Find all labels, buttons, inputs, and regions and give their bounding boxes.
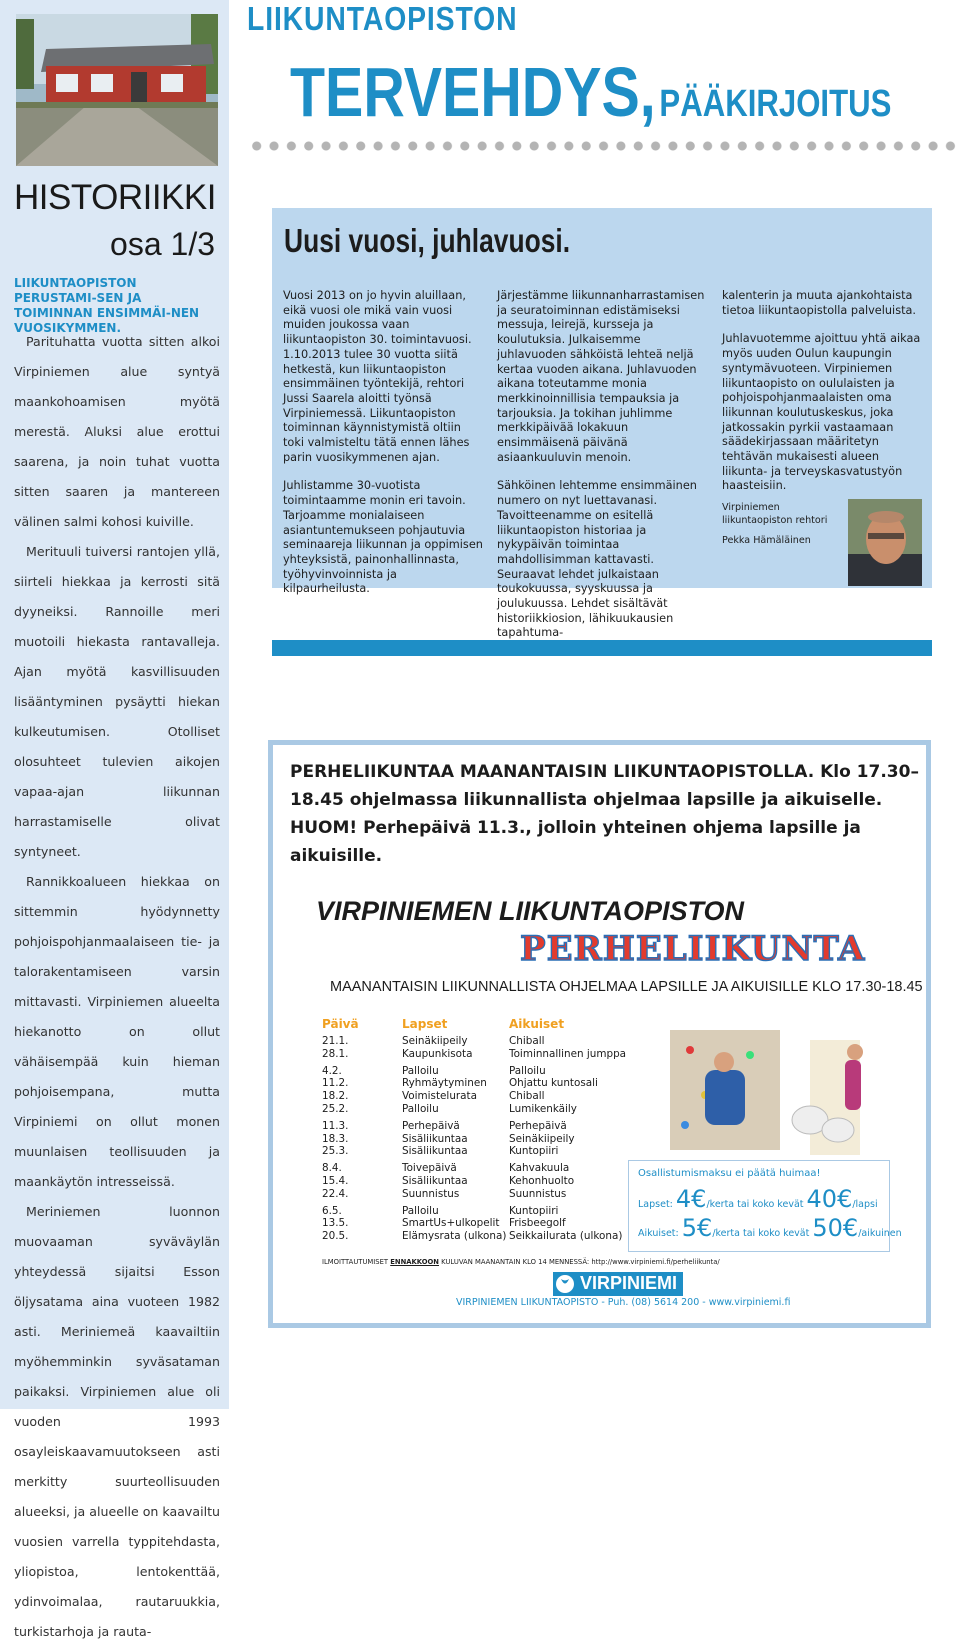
history-subtitle: osa 1/3 (110, 226, 215, 262)
schedule-kids-activity: Toivepäivä (402, 1162, 457, 1175)
svg-text:PERHELIIKUNTA: PERHELIIKUNTA (520, 930, 866, 966)
schedule-kids-activity: Perhepäivä (402, 1119, 460, 1132)
schedule-date: 11.3. (322, 1119, 349, 1132)
signup-emphasis: ENNAKKOON (390, 1258, 439, 1266)
fee-kids-text: /kerta tai koko kevät (706, 1199, 804, 1210)
schedule-kids-activity: Palloilu (402, 1102, 439, 1115)
schedule-adults-activity: Chiball (509, 1035, 545, 1047)
schedule-date: 25.3. (322, 1145, 349, 1158)
editorial-paragraph: Juhlavuotemme ajoittuu yhtä aikaa myös uuden Oulun kaupungin syntymävuoteen. Virpiniemen liikuntaopisto on oululaisten ja pohjoispohjanmaalaisten oma liikunnan koulutuskeskus, joka jatkossakin pyrkii vastaamaan säädekirjassaan määritetyn tehtävän mukaisesti alueen liikunta- ja terveyskasvatustyön haasteisiin. (722, 332, 921, 493)
history-lead: LIIKUNTAOPISTON PERUSTAMI-SEN JA TOIMINNAN ENSIMMÄI-NEN VUOSIKYMMEN. (14, 276, 200, 335)
fee-kids-season: 40€ (806, 1185, 853, 1213)
schedule-adults-activity: Palloilu (509, 1064, 546, 1077)
perheliikunta-logo (520, 930, 886, 970)
history-body (14, 327, 220, 1647)
signup-post[interactable]: KULUVAN MAANANTAIN KLO 14 MENNESSÄ: http://www.virpiniemi.fi/perheliikunta/ (441, 1258, 720, 1266)
schedule-kids-column (402, 1035, 506, 1243)
editorial-paragraph: kalenterin ja muuta ajankohtaista tietoa liikuntaopistolla palveluista. (722, 289, 917, 317)
editorial-paragraph: Sähköinen lehtemme ensimmäinen numero on nyt luettavanasi. Tavoitteenamme on esitellä liikuntaopiston historiaa ja nykypäivän toimintaa mahdollisimman kattavasti. Seuraavat lehdet julkaistaan toukokuussa, syyskuussa ja joulukuussa. Lehdet sisältävät historiikkiosion, lähikuukausien tapahtuma- (497, 479, 697, 640)
signature-name: Pekka Hämäläinen (722, 535, 811, 546)
fee-adults-label: Aikuiset: (638, 1228, 679, 1239)
schedule-kids-activity: Seinäkiipeily (402, 1035, 468, 1047)
schedule-date: 13.5. (322, 1217, 349, 1230)
schedule-adults-activity: Chiball (509, 1090, 545, 1103)
fee-adults-text: /kerta tai koko kevät (712, 1228, 810, 1239)
schedule-kids-activity: Sisäliikuntaa (402, 1174, 468, 1187)
schedule-adults-column (509, 1035, 626, 1243)
schedule-kids-activity: Suunnistus (402, 1187, 460, 1200)
blue-divider-bar (272, 640, 932, 656)
fee-kids-label: Lapset: (638, 1199, 673, 1210)
history-paragraph: Meriniemen luonnon muovaaman syväväylän yhteydessä sijaitsi Esson öljysatama aina vuoteen 1982 asti. Meriniemeä kaavailtiin myöhemminkin syväsataman paikaksi. Virpiniemen alue oli vuoden 1993 osayleiskaavamuutokseen asti merkitty suurteollisuuden alueeksi, ja alueelle on kaavailtu vuosien varrella typpitehdasta, yliopistoa, lentokenttää, ydinvoimalaa, rautaruukkia, turkistarhoja ja rauta- (14, 1204, 221, 1639)
leaf-icon (553, 1272, 577, 1296)
schedule-header-adults: Aikuiset (509, 1017, 565, 1031)
ad-footer-contact[interactable]: VIRPINIEMEN LIIKUNTAOPISTO - Puh. (08) 5614 200 - www.virpiniemi.fi (456, 1297, 791, 1308)
building-photo (16, 14, 218, 166)
dotted-divider (248, 140, 960, 152)
schedule-kids-activity: Sisäliikuntaa (402, 1132, 468, 1145)
schedule-kids-activity: SmartUs+ulkopelit (402, 1217, 500, 1230)
schedule-date: 8.4. (322, 1162, 342, 1175)
schedule-adults-activity: Toiminnallinen jumppa (509, 1047, 627, 1060)
masthead-small: PÄÄKIRJOITUS (659, 83, 892, 125)
fee-adults-season: 50€ (812, 1214, 859, 1242)
schedule-day-column (322, 1035, 348, 1243)
schedule-date: 4.2. (322, 1064, 342, 1077)
schedule-date: 25.2. (322, 1102, 349, 1115)
fee-row-adults (638, 1214, 902, 1242)
schedule-adults-activity: Seinäkiipeily (509, 1132, 575, 1145)
schedule-date: 6.5. (322, 1204, 342, 1217)
editorial-paragraph: Järjestämme liikunnanharrastamisen ja seuratoiminnan edistämiseksi messuja, leirejä, kursseja ja koulutuksia. Julkaisemme juhlavuoden sähköistä lehteä neljä kertaa vuoden aikana. Juhlavuoden aikana toteutamme monia merkkinoinnillisia tempauksia ja tarjouksia. Ja tokihan juhlimme merkkipäivää lokakuun ensimmäisenä päivänä asiaankuuluvin menoin. (497, 289, 705, 464)
schedule-header-day: Päivä (322, 1017, 359, 1031)
schedule-kids-activity: Palloilu (402, 1064, 439, 1077)
schedule-date: 18.3. (322, 1132, 349, 1145)
schedule-date: 11.2. (322, 1077, 349, 1090)
schedule-adults-activity: Frisbeegolf (509, 1217, 566, 1230)
editorial-column-1 (283, 289, 483, 611)
fee-adults-unit: /aikuinen (858, 1228, 902, 1239)
editorial-column-2 (497, 289, 709, 655)
schedule-adults-activity: Kuntopiiri (509, 1204, 559, 1217)
history-paragraph: Parituhatta vuotta sitten alkoi Virpiniemen alue syntyä maankohoamisen myötä merestä. Aluksi alue erottui saarena, ja noin tuhat vuotta sitten saaren ja mantereen välinen salmi kohosi kuiville. (14, 334, 220, 529)
editorial-paragraph: Juhlistamme 30-vuotista toimintaamme monin eri tavoin. Tarjoamme monialaiseen asiantuntemukseen pohjautuvia seminaareja liikunnan ja oppimisen yhteyksistä, painonhallinnasta, työhyvinvoinnista ja kilpaurheilusta. (283, 479, 483, 596)
schedule-adults-activity: Perhepäivä (509, 1119, 567, 1132)
editorial-paragraph: Vuosi 2013 on jo hyvin aluillaan, eikä vuosi ole mikä vain vuosi muiden joukossa vaan liikuntaopiston 30. toimintavuosi. 1.10.2013 tulee 30 vuotta siitä hetkestä, kun liikuntaopiston ensimmäinen työntekijä, rehtori Jussi Saarela aloitti työnsä Virpiniemessä. Liikuntaopiston toiminnan käynnistymistä oltiin toki valmisteltu tätä ennen lähes parin vuosikymmenen ajan. (283, 289, 472, 464)
schedule-kids-activity: Elämysrata (ulkona) (402, 1230, 507, 1243)
schedule-adults-activity: Seikkailurata (ulkona) (509, 1230, 623, 1243)
signup-pre: ILMOITTAUTUMISET (322, 1258, 389, 1266)
fee-adults-price: 5€ (681, 1214, 713, 1242)
fee-kids-price: 4€ (675, 1185, 707, 1213)
schedule-kids-activity: Kaupunkisota (402, 1047, 473, 1060)
schedule-date: 20.5. (322, 1230, 349, 1243)
schedule-kids-activity: Voimistelurata (402, 1090, 477, 1103)
fee-kids-unit: /lapsi (852, 1199, 878, 1210)
history-title: HISTORIIKKI (14, 178, 216, 217)
schedule-date: 21.1. (322, 1035, 349, 1047)
history-paragraph: Merituuli tuiversi rantojen yllä, siirteli hiekkaa ja kerrosti sitä dyyneiksi. Rannoille meri muotoili hiekasta rantavalleja. Ajan myötä kasvillisuuden lisääntyminen pysäytti hiekan kulkeutumisen. Otolliset olosuhteet tulevien aikojen vapaa-ajan liikunnan harrastamiselle olivat syntyneet. (14, 544, 220, 859)
schedule-date: 15.4. (322, 1174, 349, 1187)
schedule-adults-activity: Kahvakuula (509, 1162, 570, 1175)
schedule-header-kids: Lapset (402, 1017, 448, 1031)
schedule-kids-activity: Palloilu (402, 1204, 439, 1217)
schedule-adults-activity: Ohjattu kuntosali (509, 1077, 598, 1090)
fee-title: Osallistumismaksu ei päätä huimaa! (638, 1168, 821, 1179)
signature-caption: Virpiniemen liikuntaopiston rehtori (722, 502, 828, 526)
masthead-line2 (290, 52, 891, 132)
schedule-date: 18.2. (322, 1090, 349, 1103)
schedule-adults-activity: Kuntopiiri (509, 1145, 559, 1158)
climbing-photo (660, 1030, 890, 1160)
virpiniemi-brand: VIRPINIEMI (580, 1273, 678, 1293)
schedule-date: 22.4. (322, 1187, 349, 1200)
fee-row-kids (638, 1185, 878, 1213)
ad-headline: PERHELIIKUNTAA MAANANTAISIN LIIKUNTAOPISTOLLA. Klo 17.30–18.45 ohjelmassa liikunnallista ohjelmaa lapsille ja aikuiselle. HUOM! Perhepäivä 11.3., jolloin yhteinen ohjema lapsille ja aikuisille. (290, 762, 919, 866)
ad-title: VIRPINIEMEN LIIKUNTAOPISTON (316, 896, 745, 926)
schedule-kids-activity: Sisäliikuntaa (402, 1145, 468, 1158)
signup-info (322, 1258, 720, 1266)
principal-portrait (848, 499, 922, 586)
editorial-title: Uusi vuosi, juhlavuosi. (284, 222, 571, 259)
masthead-big: TERVEHDYS, (290, 53, 656, 131)
schedule-date: 28.1. (322, 1047, 349, 1060)
ad-program-line: MAANANTAISIN LIIKUNNALLISTA OHJELMAA LAPSILLE JA AIKUISILLE KLO 17.30-18.45 (330, 979, 923, 995)
masthead-line1: LIIKUNTAOPISTON (247, 0, 518, 37)
schedule-adults-activity: Kehonhuolto (509, 1174, 575, 1187)
history-paragraph: Rannikkoalueen hiekkaa on sittemmin hyödynnetty pohjoispohjanmaalaiseen tie- ja talorakentamiseen varsin mittavasti. Virpiniemen alueelta hiekanotto on ollut vähäisempää kuin hieman pohjoisempana, mutta Virpiniemi on ollut monen muunlaisen teollisuuden ja maankäytön intresseissä. (14, 874, 220, 1189)
schedule-adults-activity: Suunnistus (509, 1187, 567, 1200)
editorial-column-3 (722, 289, 924, 508)
schedule-adults-activity: Lumikenkäily (509, 1102, 577, 1115)
schedule-kids-activity: Ryhmäytyminen (402, 1077, 487, 1090)
